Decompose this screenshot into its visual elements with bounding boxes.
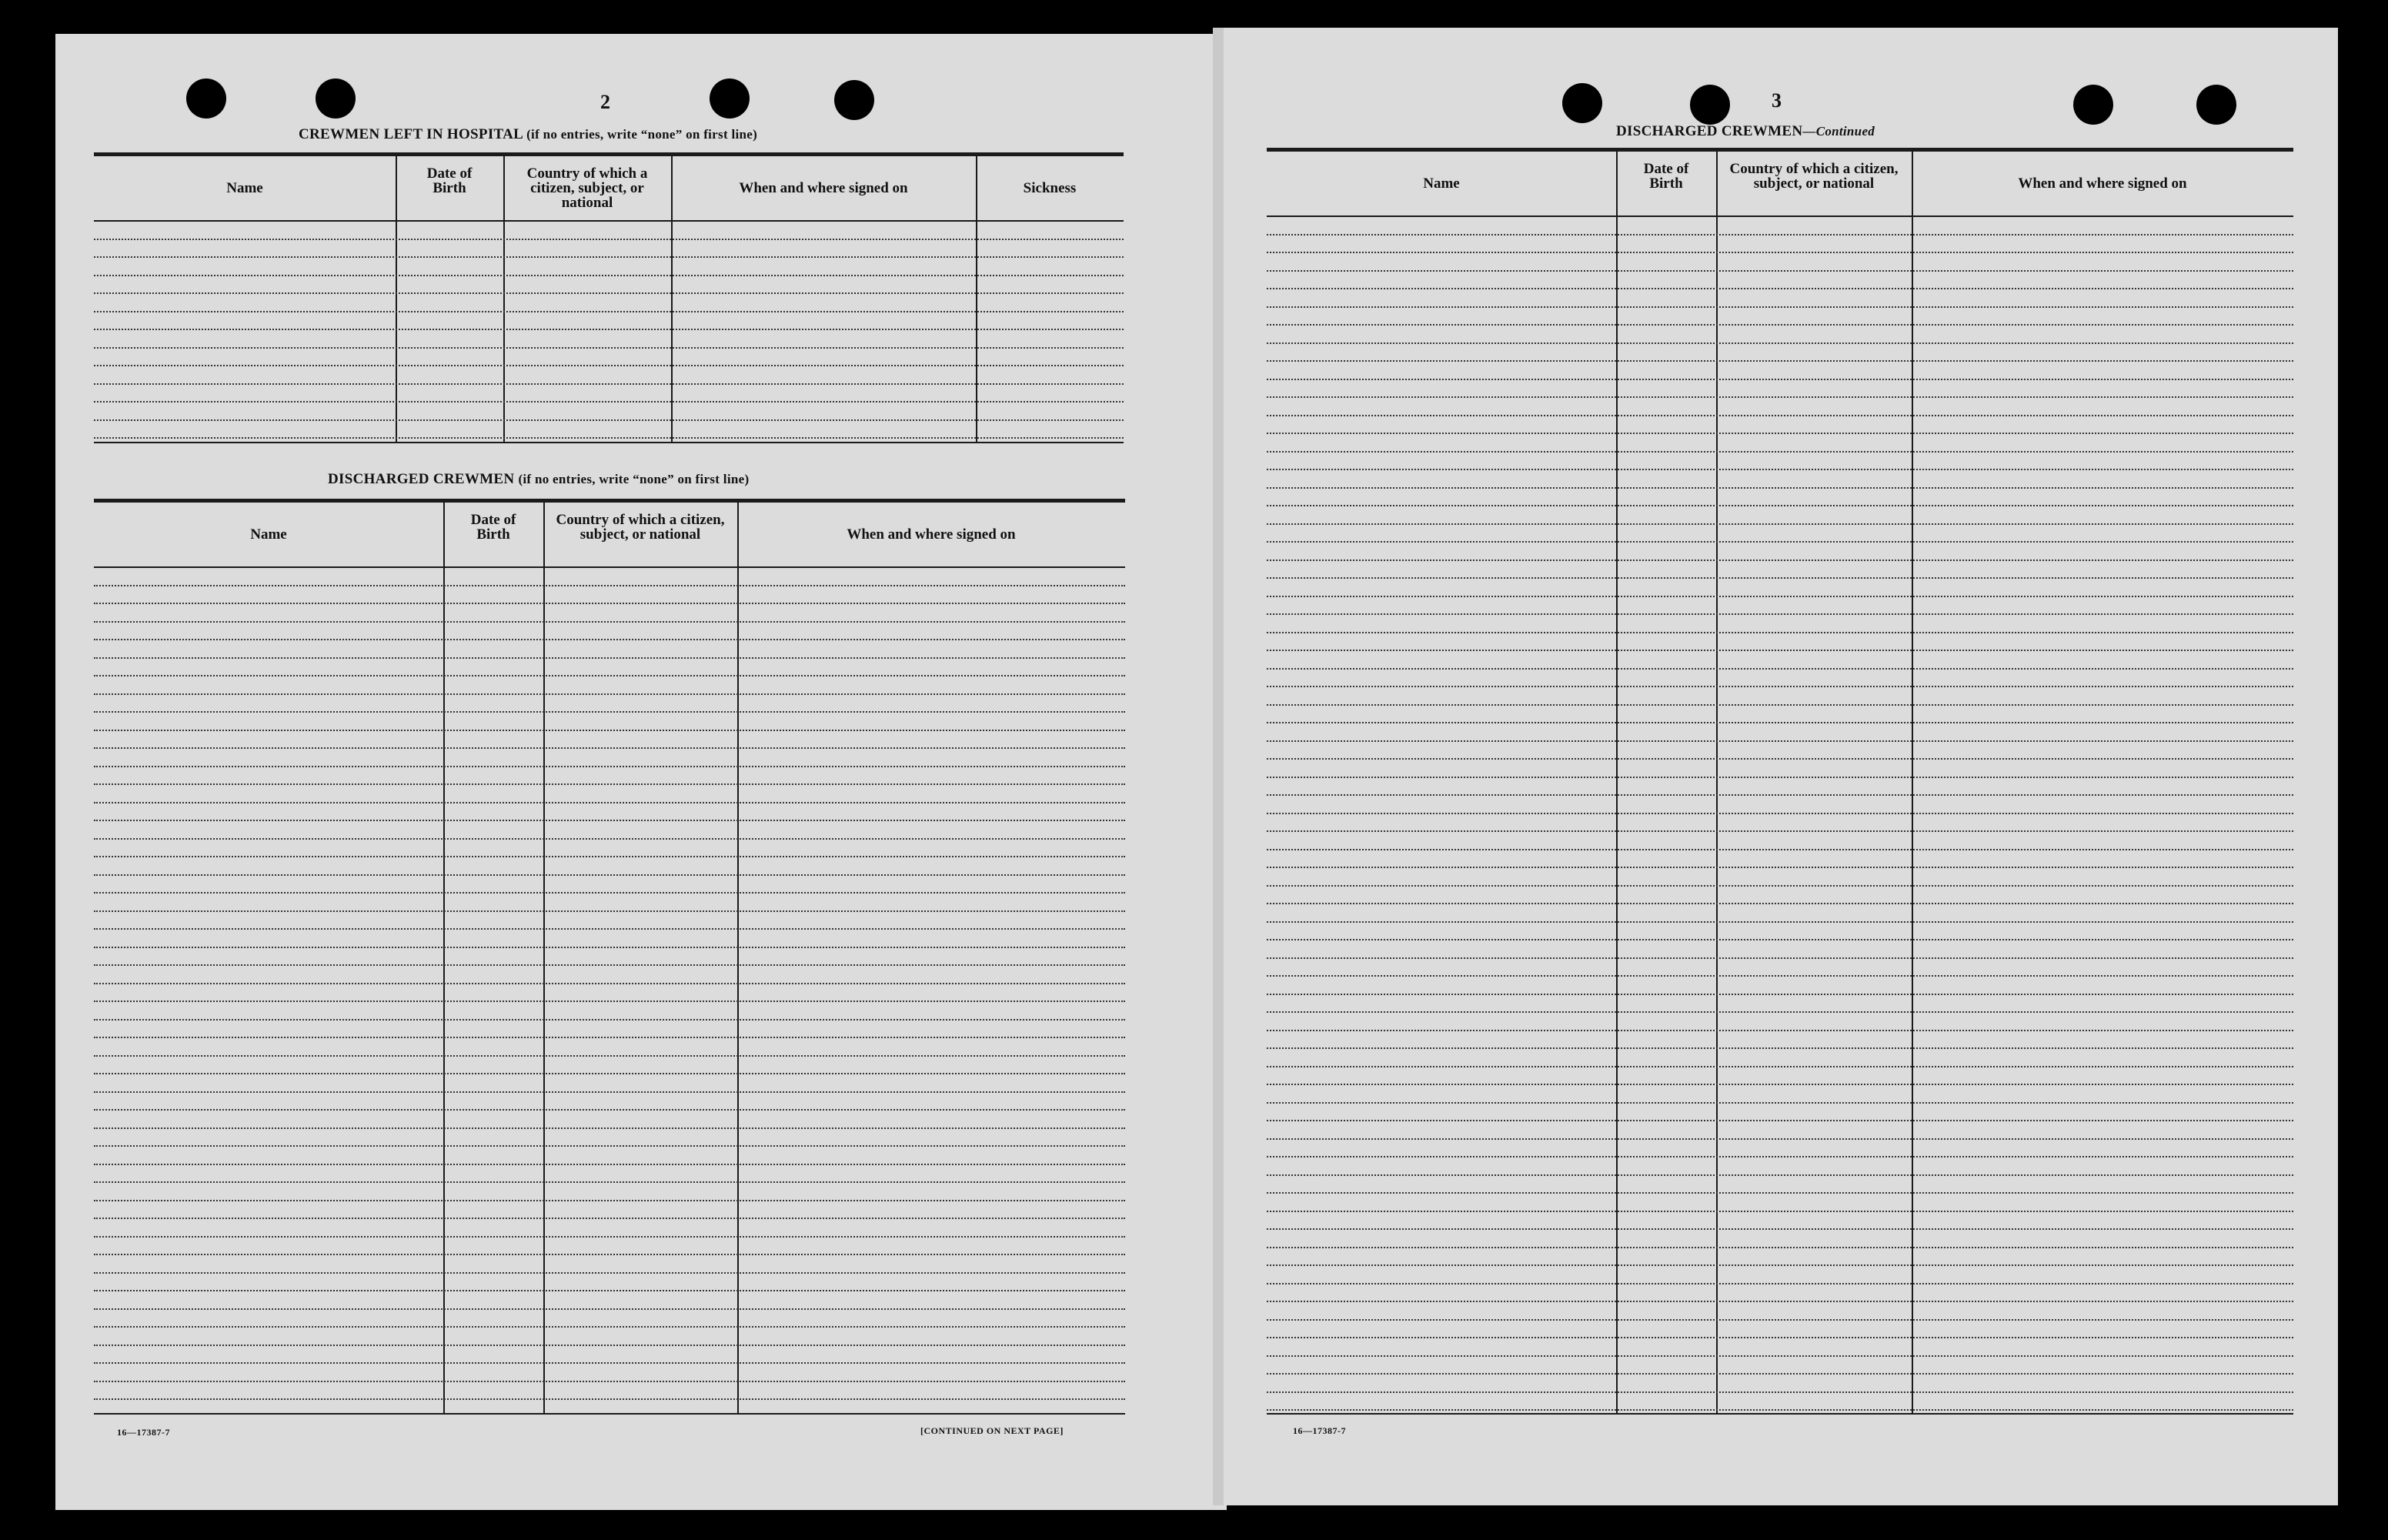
- column-divider: [737, 499, 739, 1413]
- punch-hole: [710, 79, 750, 119]
- ruled-line: [1267, 740, 2293, 742]
- ruled-line: [94, 329, 1124, 330]
- ruled-line: [94, 1127, 1125, 1129]
- punch-hole: [186, 79, 226, 119]
- column-divider: [1912, 148, 1913, 1413]
- ruled-line: [1267, 270, 2293, 272]
- column-header: When and where signed on: [847, 526, 1016, 543]
- discharged-title-text: DISCHARGED CREWMEN: [328, 471, 515, 487]
- column-divider: [443, 499, 445, 1413]
- ruled-line: [1267, 1247, 2293, 1248]
- ruled-line: [94, 983, 1125, 984]
- ruled-line: [94, 437, 1124, 439]
- column-divider: [396, 152, 397, 442]
- column-header: Sickness: [1023, 179, 1077, 196]
- ruled-line: [94, 383, 1124, 385]
- ruled-line: [94, 820, 1125, 821]
- page-number: 3: [1772, 89, 1782, 112]
- page-fold: [1213, 28, 1224, 1505]
- ruled-line: [1267, 1228, 2293, 1230]
- ruled-line: [1267, 451, 2293, 453]
- ruled-line: [1267, 306, 2293, 308]
- ruled-line: [94, 1037, 1125, 1038]
- ruled-line: [1267, 1047, 2293, 1049]
- continued-title-text: DISCHARGED CREWMEN: [1616, 123, 1803, 139]
- punch-hole: [2196, 85, 2236, 125]
- ruled-line: [94, 1019, 1125, 1021]
- ruled-line: [1267, 1391, 2293, 1393]
- ruled-line: [1267, 1373, 2293, 1375]
- ruled-line: [1267, 758, 2293, 760]
- ruled-line: [1267, 360, 2293, 362]
- ruled-line: [1267, 469, 2293, 470]
- column-header: When and where signed on: [739, 179, 908, 196]
- ruled-line: [1267, 613, 2293, 615]
- form-number: 16—17387-7: [1293, 1425, 1346, 1436]
- discharged-instruction: (if no entries, write “none” on first line): [518, 472, 750, 486]
- ruled-line: [94, 1254, 1125, 1255]
- ruled-line: [1267, 342, 2293, 344]
- ruled-line: [94, 783, 1125, 785]
- ruled-line: [1267, 505, 2293, 506]
- hospital-section-title: [299, 126, 757, 143]
- table-top-rule: [94, 152, 1124, 156]
- ruled-line: [1267, 324, 2293, 326]
- ruled-line: [94, 239, 1124, 240]
- ruled-line: [94, 802, 1125, 803]
- ruled-line: [94, 730, 1125, 731]
- ruled-line: [94, 311, 1124, 312]
- table-top-rule: [94, 499, 1125, 503]
- ruled-line: [1267, 903, 2293, 904]
- ruled-line: [1267, 1211, 2293, 1212]
- table-bottom-rule: [94, 1413, 1125, 1415]
- ruled-line: [1267, 794, 2293, 796]
- ruled-line: [94, 1109, 1125, 1111]
- column-divider: [671, 152, 673, 442]
- ruled-line: [1267, 1174, 2293, 1176]
- ruled-line: [94, 1362, 1125, 1364]
- continued-section-title: [1616, 123, 1875, 140]
- ruled-line: [1267, 939, 2293, 940]
- ruled-line: [94, 874, 1125, 876]
- hospital-title-text: CREWMEN LEFT IN HOSPITAL: [299, 126, 523, 142]
- ruled-line: [94, 964, 1125, 966]
- ruled-line: [94, 693, 1125, 695]
- column-header: Name: [250, 526, 287, 543]
- ruled-line: [94, 365, 1124, 366]
- ruled-line: [94, 747, 1125, 749]
- left-page: [55, 34, 1227, 1510]
- ruled-line: [1267, 1337, 2293, 1338]
- ruled-line: [1267, 288, 2293, 289]
- column-header: Date of Birth: [426, 165, 473, 196]
- ruled-line: [1267, 1192, 2293, 1194]
- ruled-line: [94, 1218, 1125, 1219]
- ruled-line: [94, 910, 1125, 912]
- punch-hole: [316, 79, 356, 119]
- ruled-line: [94, 766, 1125, 767]
- ruled-line: [94, 275, 1124, 276]
- ruled-line: [94, 1200, 1125, 1201]
- ruled-line: [94, 1236, 1125, 1238]
- ruled-line: [1267, 252, 2293, 253]
- ruled-line: [1267, 1066, 2293, 1067]
- ruled-line: [1267, 577, 2293, 579]
- ruled-line: [1267, 1409, 2293, 1411]
- ruled-line: [94, 1272, 1125, 1274]
- ruled-line: [1267, 1283, 2293, 1284]
- ruled-line: [1267, 849, 2293, 850]
- ruled-line: [1267, 830, 2293, 832]
- ruled-line: [1267, 867, 2293, 868]
- ruled-line: [1267, 632, 2293, 633]
- ruled-line: [1267, 975, 2293, 977]
- ruled-line: [1267, 1355, 2293, 1357]
- form-number: 16—17387-7: [117, 1427, 170, 1438]
- ruled-line: [94, 1181, 1125, 1183]
- column-header: Country of which a citizen, subject, or national: [556, 511, 725, 543]
- ruled-line: [1267, 1138, 2293, 1140]
- ruled-line: [1267, 433, 2293, 434]
- header-rule: [94, 566, 1125, 568]
- continued-title-suffix: —Continued: [1802, 124, 1875, 139]
- ruled-line: [1267, 1264, 2293, 1266]
- ruled-line: [94, 1055, 1125, 1057]
- ruled-line: [94, 1326, 1125, 1328]
- hospital-instruction: (if no entries, write “none” on first line): [526, 127, 758, 142]
- ruled-line: [1267, 1301, 2293, 1302]
- ruled-line: [1267, 1030, 2293, 1031]
- ruled-line: [1267, 1156, 2293, 1158]
- ruled-line: [94, 1073, 1125, 1074]
- ruled-line: [1267, 668, 2293, 670]
- ruled-line: [94, 401, 1124, 403]
- ruled-line: [1267, 1011, 2293, 1013]
- ruled-line: [1267, 523, 2293, 525]
- column-header: Date of Birth: [470, 511, 516, 543]
- ruled-line: [94, 711, 1125, 713]
- header-rule: [1267, 215, 2293, 217]
- ruled-line: [94, 856, 1125, 857]
- ruled-line: [94, 1145, 1125, 1147]
- ruled-line: [94, 1308, 1125, 1310]
- ruled-line: [94, 347, 1124, 349]
- ruled-line: [94, 928, 1125, 930]
- ruled-line: [1267, 722, 2293, 723]
- ruled-line: [1267, 1084, 2293, 1085]
- column-header: Country of which a citizen, subject, or national: [1729, 160, 1899, 192]
- ruled-line: [1267, 1319, 2293, 1321]
- page-number: 2: [600, 91, 610, 113]
- discharged-section-title: [328, 471, 749, 488]
- ruled-line: [1267, 560, 2293, 561]
- ruled-line: [94, 838, 1125, 840]
- column-header: When and where signed on: [2018, 175, 2187, 192]
- ruled-line: [1267, 650, 2293, 651]
- ruled-line: [1267, 957, 2293, 959]
- ruled-line: [94, 1381, 1125, 1382]
- column-header: Name: [226, 179, 263, 196]
- ruled-line: [94, 1290, 1125, 1291]
- ruled-line: [1267, 379, 2293, 380]
- ruled-line: [1267, 704, 2293, 706]
- punch-hole: [834, 80, 874, 120]
- ruled-line: [94, 947, 1125, 948]
- ruled-line: [94, 256, 1124, 258]
- ruled-line: [94, 657, 1125, 659]
- ruled-line: [1267, 994, 2293, 995]
- ruled-line: [94, 892, 1125, 894]
- ruled-line: [1267, 777, 2293, 778]
- ruled-line: [1267, 596, 2293, 597]
- ruled-line: [94, 1345, 1125, 1346]
- column-header: Date of Birth: [1643, 160, 1689, 192]
- ruled-line: [1267, 686, 2293, 687]
- column-header: Country of which a citizen, subject, or national: [526, 165, 648, 211]
- ruled-line: [94, 1398, 1125, 1400]
- ruled-line: [94, 1091, 1125, 1093]
- table-bottom-rule: [94, 442, 1124, 443]
- ruled-line: [1267, 234, 2293, 236]
- punch-hole: [1562, 83, 1602, 123]
- table-bottom-rule: [1267, 1413, 2293, 1415]
- ruled-line: [1267, 487, 2293, 489]
- header-rule: [94, 220, 1124, 222]
- ruled-line: [1267, 885, 2293, 887]
- ruled-line: [94, 585, 1125, 586]
- ruled-line: [94, 603, 1125, 604]
- punch-hole: [2073, 85, 2113, 125]
- ruled-line: [94, 675, 1125, 676]
- column-divider: [976, 152, 977, 442]
- column-divider: [503, 152, 505, 442]
- ruled-line: [1267, 541, 2293, 543]
- ruled-line: [94, 292, 1124, 294]
- ruled-line: [1267, 1120, 2293, 1121]
- ruled-line: [1267, 415, 2293, 416]
- ruled-line: [1267, 396, 2293, 398]
- ruled-line: [94, 621, 1125, 623]
- ruled-line: [94, 1000, 1125, 1002]
- continued-note: [CONTINUED ON NEXT PAGE]: [920, 1425, 1064, 1436]
- column-divider: [543, 499, 545, 1413]
- column-divider: [1716, 148, 1718, 1413]
- ruled-line: [1267, 813, 2293, 814]
- column-header: Name: [1423, 175, 1460, 192]
- ruled-line: [94, 639, 1125, 640]
- ruled-line: [94, 1164, 1125, 1165]
- column-divider: [1616, 148, 1618, 1413]
- table-top-rule: [1267, 148, 2293, 152]
- ruled-line: [1267, 921, 2293, 923]
- punch-hole: [1690, 85, 1730, 125]
- ruled-line: [94, 419, 1124, 421]
- ruled-line: [1267, 1102, 2293, 1104]
